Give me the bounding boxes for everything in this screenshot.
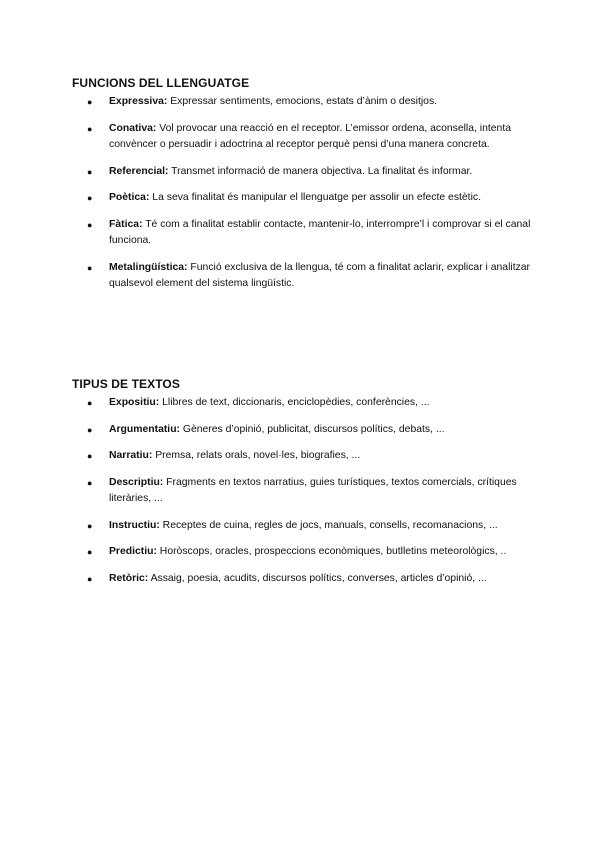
item-term: Referencial:: [109, 165, 169, 177]
bullet-icon: ●: [87, 193, 93, 203]
item-term: Poètica:: [109, 192, 150, 203]
item-term: Metalingüística:: [109, 261, 188, 273]
list-item: [72, 518, 542, 535]
item-term: Predictiu:: [109, 546, 157, 557]
item-text: Transmet informació de manera objectiva. La finalitat és informar.: [168, 165, 473, 177]
list-item: [72, 164, 542, 181]
bullet-list: [72, 94, 542, 293]
item-term: Expositiu:: [109, 397, 160, 408]
bullet-icon: ●: [87, 262, 93, 273]
bullet-icon: ●: [87, 398, 93, 408]
bullet-icon: ●: [87, 97, 93, 107]
item-text: Expressar sentiments, emocions, estats d’ànim o desitjos.: [167, 96, 438, 107]
bullet-icon: ●: [87, 477, 93, 488]
item-term: Fàtica:: [109, 218, 143, 230]
item-text: Té com a finalitat establir contacte, mantenir-lo, interrompre’l i comprovar si el canal funciona.: [109, 218, 531, 246]
item-text: Funció exclusiva de la llengua, té com a finalitat aclarir, explicar i analitzar qualsevol element del sistema lingüístic.: [109, 261, 531, 289]
item-text: La seva finalitat és manipular el llenguatge per assolir un efecte estètic.: [149, 192, 481, 203]
bullet-icon: ●: [87, 520, 93, 531]
list-item: [72, 422, 542, 439]
bullet-icon: ●: [87, 219, 93, 230]
item-text: Assaig, poesia, acudits, discursos polítics, converses, articles d’opinió, ...: [148, 572, 487, 584]
bullet-icon: ●: [87, 123, 93, 134]
bullet-icon: ●: [87, 547, 93, 557]
item-term: Instructiu:: [109, 519, 160, 531]
bullet-icon: ●: [87, 424, 93, 435]
bullet-icon: ●: [87, 451, 93, 461]
list-item: [72, 448, 542, 465]
item-term: Conativa:: [109, 122, 157, 134]
item-text: Receptes de cuina, regles de jocs, manuals, consells, recomanacions, ...: [159, 519, 498, 531]
bullet-list: [72, 395, 542, 587]
list-item: [72, 94, 542, 111]
item-text: Gèneres d’opinió, publicitat, discursos polítics, debats, ...: [180, 423, 445, 435]
bullet-icon: ●: [87, 166, 93, 177]
item-text: Horòscops, oracles, prospeccions econòmiques, butlletins meteorològics, ..: [156, 546, 507, 557]
item-text: Premsa, relats orals, novel·les, biografies, ...: [152, 450, 361, 461]
section-funcions-del-llenguatge: [72, 76, 542, 303]
list-item: [72, 571, 542, 588]
section-heading: FUNCIONS DEL LLENGUATGE: [72, 76, 250, 90]
item-text: Fragments en textos narratius, guies turístiques, textos comercials, crítiques literàries, ...: [109, 476, 517, 504]
item-term: Descriptiu:: [109, 476, 164, 488]
section-heading: TIPUS DE TEXTOS: [72, 377, 180, 391]
list-item: [72, 395, 542, 412]
item-text: Llibres de text, diccionaris, enciclopèdies, conferències, ...: [159, 397, 430, 408]
bullet-icon: ●: [87, 573, 93, 584]
item-term: Narratiu:: [109, 450, 153, 461]
list-item: [72, 544, 542, 561]
section-tipus-de-textos: [72, 377, 542, 597]
item-term: Expressiva:: [109, 96, 168, 107]
list-item: [72, 475, 542, 508]
list-item: [72, 217, 542, 250]
list-item: [72, 190, 542, 207]
item-term: Argumentatiu:: [109, 423, 180, 435]
list-item: [72, 121, 542, 154]
item-text: Vol provocar una reacció en el receptor. L’emissor ordena, aconsella, intenta convèncer o persuadir i adoctrina al receptor perquè pensi d’una manera concreta.: [109, 122, 511, 150]
item-term: Retòric:: [109, 572, 149, 584]
list-item: [72, 260, 542, 293]
